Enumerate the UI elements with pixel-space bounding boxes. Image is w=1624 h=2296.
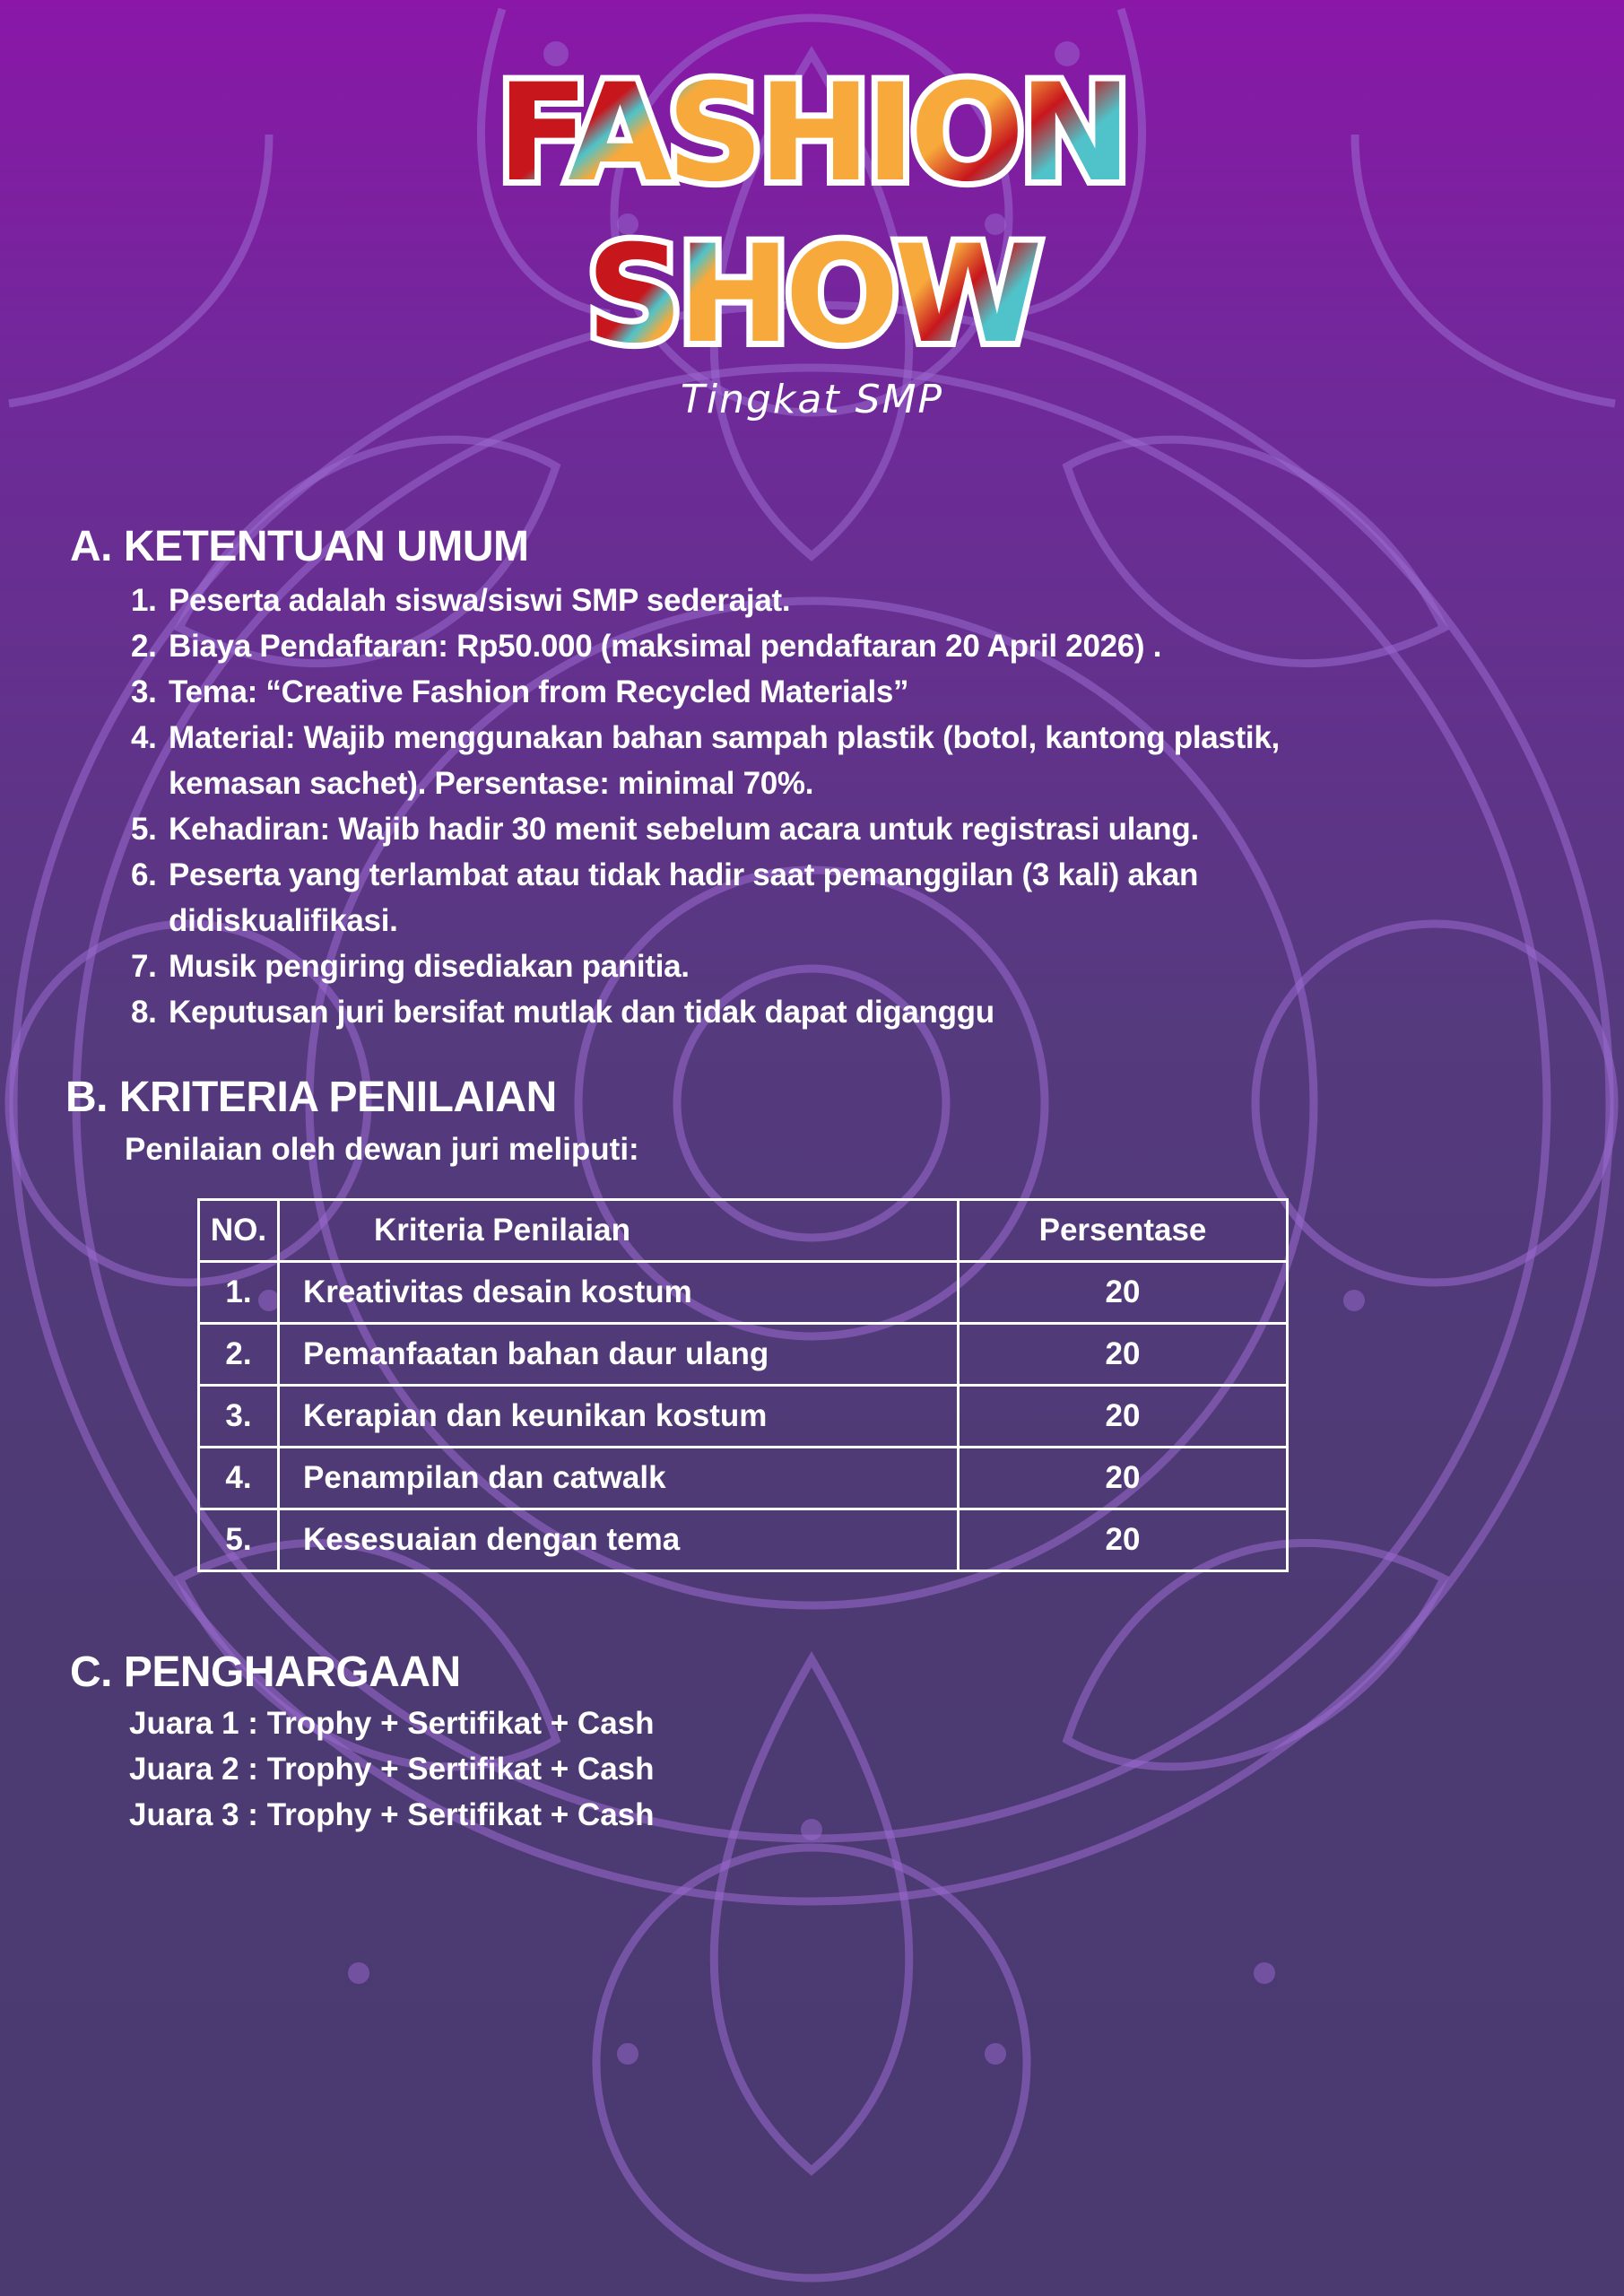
table-row xyxy=(199,1509,1288,1571)
table-header-row xyxy=(199,1200,1288,1262)
cell-criteria: Pemanfaatan bahan daur ulang xyxy=(279,1324,959,1386)
list-item xyxy=(131,578,790,623)
section-a-heading: A. KETENTUAN UMUM xyxy=(70,523,529,570)
item-number: 4. xyxy=(131,720,157,755)
item-text: Biaya Pendaftaran: Rp50.000 (maksimal pendaftaran 20 April 2026) . xyxy=(169,629,1162,664)
list-item xyxy=(131,852,1198,944)
item-text: Musik pengiring disediakan panitia. xyxy=(169,949,690,984)
cell-percentage: 20 xyxy=(959,1386,1288,1448)
cell-criteria: Kerapian dan keunikan kostum xyxy=(279,1386,959,1448)
table-row xyxy=(199,1262,1288,1324)
fashion-show-logo xyxy=(0,0,1624,377)
section-c-heading: C. PENGHARGAAN xyxy=(70,1648,461,1696)
item-text: Keputusan juri bersifat mutlak dan tidak dapat diganggu xyxy=(169,995,994,1030)
item-number: 7. xyxy=(131,949,157,984)
table-row xyxy=(199,1386,1288,1448)
prize-item: Juara 2 : Trophy + Sertifikat + Cash xyxy=(129,1752,655,1787)
cell-percentage: 20 xyxy=(959,1448,1288,1509)
item-text: Peserta yang terlambat atau tidak hadir saat pemanggilan (3 kali) akan xyxy=(169,857,1199,892)
list-item xyxy=(131,944,690,989)
item-number: 2. xyxy=(131,629,157,664)
list-item xyxy=(131,806,1199,852)
cell-no: 2. xyxy=(199,1324,279,1386)
cell-criteria: Kesesuaian dengan tema xyxy=(279,1509,959,1571)
prize-item: Juara 3 : Trophy + Sertifikat + Cash xyxy=(129,1797,655,1832)
list-item xyxy=(131,623,1161,669)
cell-percentage: 20 xyxy=(959,1324,1288,1386)
item-number: 1. xyxy=(131,583,157,618)
cell-no: 4. xyxy=(199,1448,279,1509)
criteria-intro: Penilaian oleh dewan juri meliputi: xyxy=(125,1132,639,1167)
list-item xyxy=(131,715,1280,806)
item-text: Peserta adalah siswa/siswi SMP sederajat. xyxy=(169,583,791,618)
item-text-continued: kemasan sachet). Persentase: minimal 70%. xyxy=(169,766,814,801)
header-percentage: Persentase xyxy=(959,1200,1288,1262)
cell-criteria: Penampilan dan catwalk xyxy=(279,1448,959,1509)
prize-item: Juara 1 : Trophy + Sertifikat + Cash xyxy=(129,1706,655,1741)
cell-no: 1. xyxy=(199,1262,279,1324)
cell-percentage: 20 xyxy=(959,1262,1288,1324)
item-number: 3. xyxy=(131,674,157,709)
item-text-continued: didiskualifikasi. xyxy=(169,903,398,938)
title-line2: SHOW xyxy=(586,217,1038,373)
item-number: 5. xyxy=(131,812,157,847)
item-number: 6. xyxy=(131,857,157,892)
table-row xyxy=(199,1324,1288,1386)
item-text: Material: Wajib menggunakan bahan sampah plastik (botol, kantong plastik, xyxy=(169,720,1280,755)
item-text: Kehadiran: Wajib hadir 30 menit sebelum acara untuk registrasi ulang. xyxy=(169,812,1199,847)
list-item xyxy=(131,989,994,1035)
header-criteria: Kriteria Penilaian xyxy=(279,1200,959,1262)
cell-no: 5. xyxy=(199,1509,279,1571)
item-text: Tema: “Creative Fashion from Recycled Materials” xyxy=(169,674,909,709)
item-number: 8. xyxy=(131,995,157,1030)
criteria-table xyxy=(197,1198,1289,1572)
title-line1: FASHION xyxy=(497,56,1126,212)
cell-percentage: 20 xyxy=(959,1509,1288,1571)
subtitle: Tingkat SMP xyxy=(680,377,944,422)
list-item xyxy=(131,669,908,715)
cell-criteria: Kreativitas desain kostum xyxy=(279,1262,959,1324)
section-b-heading: B. KRITERIA PENILAIAN xyxy=(65,1074,557,1121)
cell-no: 3. xyxy=(199,1386,279,1448)
table-row xyxy=(199,1448,1288,1509)
header-no: NO. xyxy=(199,1200,279,1262)
